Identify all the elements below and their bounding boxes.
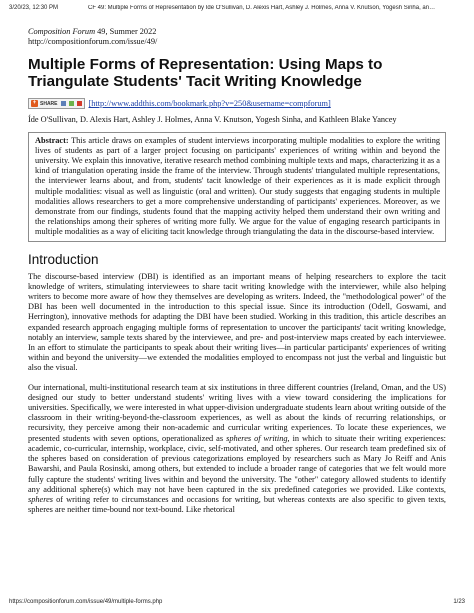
abstract-box <box>28 132 446 242</box>
journal-name: Composition Forum <box>28 27 96 36</box>
share-row <box>28 98 446 109</box>
bookmark-link[interactable]: [http://www.addthis.com/bookmark.php?v=250&username=compforum] <box>88 98 331 108</box>
paragraph-text: , in which to situate their writing experiences: academic, co-curricular, internship, workplace, civic, self-motivated, and other spheres. Our research team predefined six of the spheres based on consideration of previous categorizations employed by researchers such as Mary Jo Reiff and Anis Bawarshi, and Paula Rosinski, among others, but extended to include a broader range of categories that we felt would more fully capture the students' writing lives within and beyond the university. The "other" category allowed students to identify any additional sphere(s) which may not have been captured in the six predefined categories we provided. Like contexts, <box>28 433 446 494</box>
share-button[interactable] <box>28 98 85 109</box>
share-button-label: SHARE <box>40 100 58 107</box>
author-list: Íde O'Sullivan, D. Alexis Hart, Ashley J. Holmes, Anna V. Knutson, Yogesh Sinha, and Kathleen Blake Yancey <box>28 115 397 125</box>
social-icon <box>69 101 74 106</box>
print-datetime: 3/20/23, 12:30 PM <box>9 5 59 11</box>
section-heading-introduction: Introduction <box>28 251 99 267</box>
journal-issue: 49, Summer 2022 <box>95 27 157 36</box>
paragraph-text: of writing refer to circumstances and occasions for writing, but whereas contexts are also specific to given texts, spheres are neither time-bound nor text-bound. Like rhetorical <box>28 494 446 515</box>
paragraph: The discourse-based interview (DBI) is identified as an important means of helping researchers to explore the tacit knowledge of writers, stimulating interviewees to share tacit writing knowledge with the interviewer, while also helping writers to become more aware of how they themselves are developing as writers. Indeed, the "methodological power" of the DBI has been well documented in the introduction to this special issue. Since its introduction (Odell, Goswami, and Herrington), innovative methods for adapting the DBI have been studied. Working in this tradition, this article describes an expanded research approach engaging multiple forms of representation to uncover the participants' tacit writing knowledge, notably an interview, sample texts shared by the interviewee, and pre- and post-interview maps created by each interviewee. In an effort to stimulate the participants to speak about their writing lives—in particular participants' experiences of writing within and beyond the university—we extended the modalities employed to encompass not just the verbal and linguistic but also the visual. <box>28 271 446 373</box>
issue-url: http://compositionforum.com/issue/49/ <box>28 37 158 47</box>
page-number: 1/23 <box>453 599 465 605</box>
paragraph-text: Our international, multi-institutional research team at six institutions in three different countries (Ireland, Oman, and the US) designed our study to better understand students' writing lives with a view toward considering the implications for universities. Specifically, we were interested in what upper-division undergraduate students learn about writing outside of the classroom in their writing-beyond-the-classroom experiences, as well as about the kinds of recurring relationships, or recursivity, they perceive among their non-academic and curricular writing experiences. To locate these experiences, we presented students with seven options, operationalized as <box>28 382 446 443</box>
share-plus-icon: + <box>32 100 37 107</box>
article-page <box>28 27 446 524</box>
print-footer-url: https://compositionforum.com/issue/49/multiple-forms.php <box>9 599 163 605</box>
print-header <box>9 5 465 15</box>
paragraph <box>28 383 446 516</box>
print-page-title: CF 49: Multiple Forms of Representation by Íde O'Sullivan, D. Alexis Hart, Ashley J. Holmes, Anna V. Knutson, Yogesh Sinha, an… <box>88 5 436 11</box>
print-footer <box>9 599 465 609</box>
emphasis-spheres-of-writing: spheres of writing <box>226 433 288 443</box>
article-title: Multiple Forms of Representation: Using Maps to Triangulate Students' Tacit Writing Knowledge <box>28 56 383 91</box>
abstract-label: Abstract: <box>35 135 69 145</box>
social-icon <box>61 101 66 106</box>
emphasis-spheres: spheres <box>28 494 54 504</box>
social-icon <box>77 101 82 106</box>
journal-issue-line <box>28 27 446 37</box>
abstract-text: This article draws on examples of student interviews incorporating multiple modalities to explore the writing lives of students as part of a larger project focusing on participants' experiences of writing within and beyond the university. We explain this innovative, iterative research method combining multiple texts and maps, characterizing it as a kind of triangulation operating inside the frame of the interview. Through students' triangulated multiple representations, the interviewer learns about, and from, students' tacit knowledge of their experiences as it is made explicit through multiple modalities: visual as well as linguistic (oral and written). Our study suggests that engaging students in multiple modalities allows researchers to get a more comprehensive understanding of participants' experiences. Moreover, as we demonstrate from our findings, students found that the mapping activity helped them understand their own writing and the relationships among their spheres of writing more fully. We argue for the value of engaging research participants in multiple modalities as a way of eliciting tacit knowledge through triangulating the data in the discourse-based interview. <box>35 135 440 237</box>
